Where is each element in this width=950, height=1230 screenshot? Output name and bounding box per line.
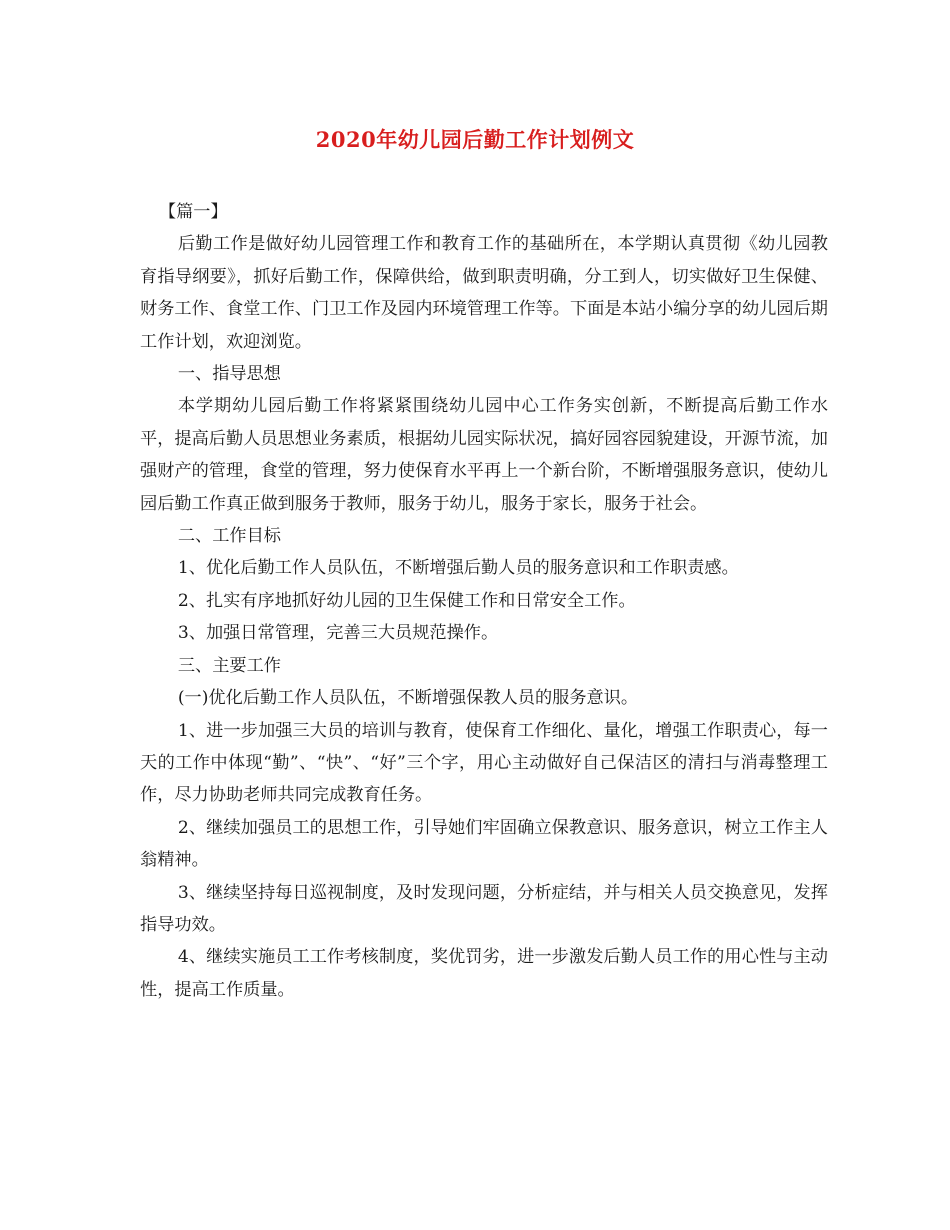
guiding-ideology-paragraph: 本学期幼儿园后勤工作将紧紧围绕幼儿园中心工作务实创新，不断提高后勤工作水平，提高后勤人员思想业务素质，根据幼儿园实际状况，搞好园容园貌建设，开源节流，加强财产的管理，食堂的管理，努力使保育水平再上一个新台阶，不断增强服务意识，使幼儿园后勤工作真正做到服务于教师，服务于幼儿，服务于家长，服务于社会。: [140, 396, 828, 514]
part-heading: 【篇一】: [158, 202, 228, 222]
subsection-heading: (一)优化后勤工作人员队伍，不断增强保教人员的服务意识。: [177, 688, 639, 709]
work-goal-item: 1、优化后勤工作人员队伍，不断增强后勤人员的服务意识和工作职责感。: [177, 558, 739, 579]
work-goal-item: 2、扎实有序地抓好幼儿园的卫生保健工作和日常安全工作。: [177, 590, 636, 611]
section-heading-work-goals: 二、工作目标: [177, 526, 281, 547]
work-goal-item: 3、加强日常管理，完善三大员规范操作。: [177, 623, 499, 644]
document-body: [140, 196, 828, 1006]
main-work-item: 2、继续加强员工的思想工作，引导她们牢固确立保教意识、服务意识，树立工作主人翁精神。: [140, 817, 828, 871]
main-work-item: 1、进一步加强三大员的培训与教育，使保育工作细化、量化，增强工作职责心，每一天的工作中体现“勤”、“快”、“好”三个字，用心主动做好自己保洁区的清扫与消毒整理工作，尽力协助老师共同完成教育任务。: [140, 720, 828, 806]
main-work-item: 3、继续坚持每日巡视制度，及时发现问题，分析症结，并与相关人员交换意见，发挥指导功效。: [140, 882, 828, 935]
section-heading-guiding-ideology: 一、指导思想: [177, 364, 281, 385]
main-work-item: 4、继续实施员工工作考核制度，奖优罚劣，进一步激发后勤人员工作的用心性与主动性，提高工作质量。: [140, 947, 828, 1000]
intro-paragraph: 后勤工作是做好幼儿园管理工作和教育工作的基础所在，本学期认真贯彻《幼儿园教育指导纲要》，抓好后勤工作，保障供给，做到职责明确，分工到人，切实做好卫生保健、财务工作、食堂工作、门卫工作及园内环境管理工作等。下面是本站小编分享的幼儿园后期工作计划，欢迎浏览。: [140, 234, 828, 352]
document-title: 2020年幼儿园后勤工作计划例文: [315, 127, 635, 152]
section-heading-main-work: 三、主要工作: [177, 655, 281, 676]
